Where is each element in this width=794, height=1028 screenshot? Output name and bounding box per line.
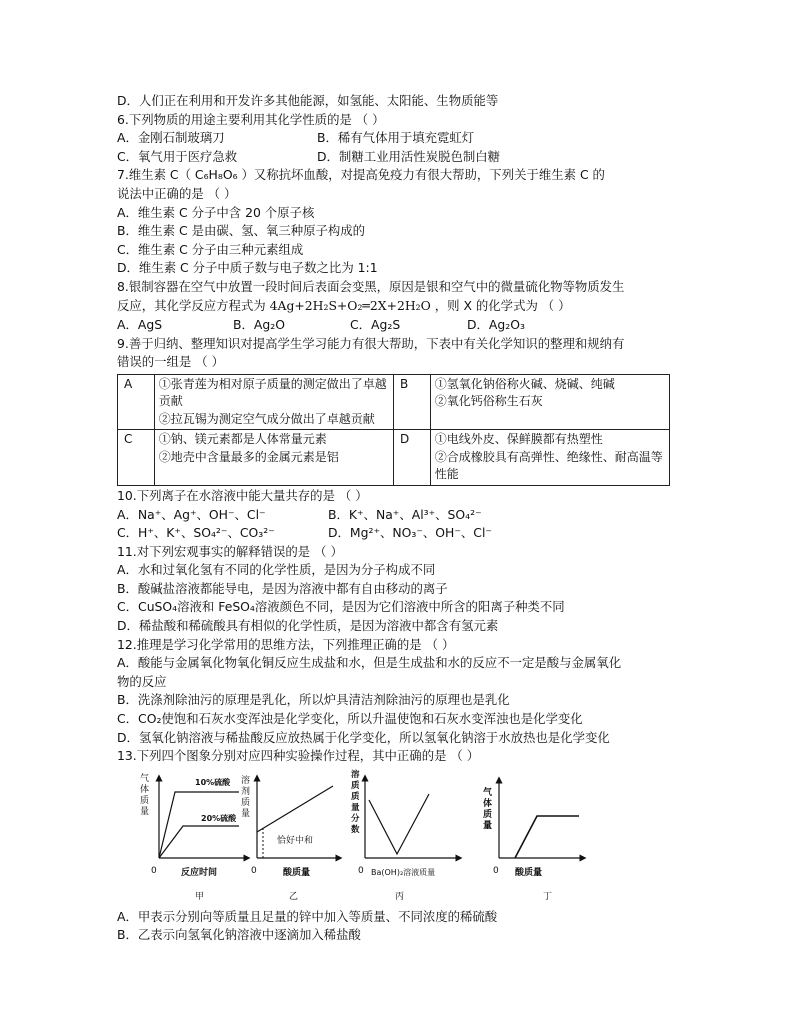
cell-b-item1: ①氢氧化钠俗称火碱、烧碱、纯碱 xyxy=(434,376,615,391)
cell-a-content xyxy=(154,374,393,430)
q8-equation: 4Ag+2H₂S+O₂═2X+2H₂O xyxy=(269,297,431,313)
cell-d-content xyxy=(430,430,669,486)
cell-a-item2: ②拉瓦锡为测定空气成分做出了卓越贡献 xyxy=(158,411,375,426)
q7-stem-line2: 说法中正确的是 （ ） xyxy=(117,185,237,201)
q7-option-b: B．维生素 C 是由碳、氢、氧三种原子构成的 xyxy=(117,223,366,239)
table-row xyxy=(118,374,670,430)
q8-option-c: C．Ag₂S xyxy=(350,317,401,333)
graph-jia-curve-top-label: 10%硫酸 xyxy=(195,777,231,787)
graph-jia-curve-bottom-label: 20%硫酸 xyxy=(201,813,237,823)
q6-option-a: A．金刚石制玻璃刀 xyxy=(117,130,225,146)
q9-knowledge-table xyxy=(117,374,670,486)
q7-option-c: C．维生素 C 分子由三种元素组成 xyxy=(117,241,304,257)
q11-stem: 11.对下列宏观事实的解释错误的是 （ ） xyxy=(117,543,343,559)
q7-option-d: D．维生素 C 分子中质子数与电子数之比为 1:1 xyxy=(117,260,378,276)
graph-ding-origin: 0 xyxy=(493,865,499,876)
graph-yi-ylabel: 溶 剂 质 量 xyxy=(241,775,251,819)
q6-option-c: C．氧气用于医疗急救 xyxy=(117,148,238,164)
cell-label-d: D xyxy=(393,430,430,486)
q8-stem-line1: 8.银制容器在空气中放置一段时间后表面会变黑，原因是银和空气中的微量硫化物等物质发生 xyxy=(117,278,625,294)
graph-yi-note: 恰好中和 xyxy=(277,835,314,846)
cell-label-c: C xyxy=(118,430,155,486)
q12-option-a-line2: 物的反应 xyxy=(117,673,167,689)
q10-option-b: B．K⁺、Na⁺、Al³⁺、SO₄²⁻ xyxy=(328,506,482,522)
cell-c-item1: ①钠、镁元素都是人体常量元素 xyxy=(158,432,327,447)
q7-stem-line1: 7.维生素 C（ C₆H₈O₆ ）又称抗坏血酸，对提高免疫力有很大帮助，下列关于维生素 C 的 xyxy=(117,167,605,183)
q6-options-row2 xyxy=(117,148,687,167)
q8-option-a: A．AgS xyxy=(117,317,163,333)
graph-yi-origin: 0 xyxy=(251,865,257,876)
q10-option-c: C．H⁺、K⁺、SO₄²⁻、CO₃²⁻ xyxy=(117,525,275,541)
graph-jia-ylabel: 气 体 质 量 xyxy=(140,773,150,817)
q6-option-b: B．稀有气体用于填充霓虹灯 xyxy=(317,130,475,146)
q12-option-a-line1: A．酸能与金属氧化物氧化铜反应生成盐和水，但是生成盐和水的反应不一定是酸与金属氧化 xyxy=(117,655,622,671)
q8-stem-text: 反应，其化学反应方程式为 xyxy=(117,297,270,313)
cell-b-item2: ②氧化钙俗称生石灰 xyxy=(434,394,543,409)
graph-ding-name: 丁 xyxy=(543,891,553,902)
q13-graphs xyxy=(117,770,687,908)
q8-stem-tail: ，则 X 的化学式为 （ ） xyxy=(430,297,571,313)
cell-c-content xyxy=(154,430,393,486)
q10-stem: 10.下列离子在水溶液中能大量共存的是 （ ） xyxy=(117,487,368,503)
graph-jia-name: 甲 xyxy=(195,891,205,902)
cell-label-a: A xyxy=(118,374,155,430)
exam-content xyxy=(117,92,687,945)
graph-jia-xlabel: 反应时间 xyxy=(181,867,218,878)
q11-option-b: B．酸碱盐溶液都能导电，是因为溶液中都有自由移动的离子 xyxy=(117,580,448,596)
q6-stem: 6.下列物质的用途主要利用其化学性质的是 （ ） xyxy=(117,111,385,127)
q8-option-b: B．Ag₂O xyxy=(233,317,285,333)
q12-option-b: B．洗涤剂除油污的原理是乳化，所以炉具清洁剂除油污的原理也是乳化 xyxy=(117,692,510,708)
q10-options-row2 xyxy=(117,524,687,543)
cell-d-item1: ①电线外皮、保鲜膜都有热塑性 xyxy=(434,432,603,447)
cell-b-content xyxy=(430,374,669,430)
cell-c-item2: ②地壳中含量最多的金属元素是铝 xyxy=(158,449,339,464)
q10-option-a: A．Na⁺、Ag⁺、OH⁻、Cl⁻ xyxy=(117,506,266,522)
q11-option-c: C．CuSO₄溶液和 FeSO₄溶液颜色不同，是因为它们溶液中所含的阳离子种类不同 xyxy=(117,599,565,615)
cell-label-b: B xyxy=(393,374,430,430)
cell-a-item1: ①张青莲为相对原子质量的测定做出了卓越贡献 xyxy=(158,376,387,409)
graph-ding-ylabel: 气 体 质 量 xyxy=(483,787,493,831)
q9-stem-line2: 错误的一组是 （ ） xyxy=(117,354,225,370)
q8-option-d: D．Ag₂O₃ xyxy=(467,317,525,333)
q6-options-row1 xyxy=(117,129,687,148)
graph-bing-origin: 0 xyxy=(358,865,364,876)
graph-bing xyxy=(345,770,465,906)
q12-option-d: D．氢氧化钠溶液与稀盐酸反应放热属于化学变化，所以氢氧化钠溶于水放热也是化学变化 xyxy=(117,729,610,745)
q11-option-d: D．稀盐酸和稀硫酸具有相似的化学性质，是因为溶液中都含有氢元素 xyxy=(117,618,499,634)
graph-ding xyxy=(471,770,591,906)
q5-option-d: D．人们正在利用和开发许多其他能源，如氢能、太阳能、生物质能等 xyxy=(117,93,499,108)
q8-options xyxy=(117,316,687,335)
graph-bing-name: 丙 xyxy=(395,891,405,902)
cell-d-item2: ②合成橡胶具有高弹性、绝缘性、耐高温等性能 xyxy=(434,449,663,482)
graph-jia-origin: 0 xyxy=(151,865,157,876)
graph-ding-xlabel: 酸质量 xyxy=(515,867,543,878)
q7-option-a: A．维生素 C 分子中含 20 个原子核 xyxy=(117,204,315,220)
q6-option-d: D．制糖工业用活性炭脱色制白糖 xyxy=(317,148,501,164)
q10-options-row1 xyxy=(117,506,687,525)
q9-stem-line1: 9.善于归纳、整理知识对提高学生学习能力有很大帮助，下表中有关化学知识的整理和规纳有 xyxy=(117,335,625,351)
q12-stem: 12.推理是学习化学常用的思维方法，下列推理正确的是 （ ） xyxy=(117,636,455,652)
q8-stem-line2 xyxy=(117,297,687,316)
graph-bing-svg xyxy=(345,770,465,906)
graph-yi-xlabel: 酸质量 xyxy=(283,867,311,878)
q10-option-d: D．Mg²⁺、NO₃⁻、OH⁻、Cl⁻ xyxy=(328,525,492,541)
table-row xyxy=(118,430,670,486)
q11-option-a: A．水和过氧化氢有不同的化学性质，是因为分子构成不同 xyxy=(117,562,436,578)
graph-bing-xlabel: Ba(OH)₂溶液质量 xyxy=(371,867,436,877)
graph-yi xyxy=(237,770,347,906)
q13-option-b: B．乙表示向氢氧化钠溶液中逐滴加入稀盐酸 xyxy=(117,927,361,943)
graph-bing-ylabel: 溶 质 质 量 分 数 xyxy=(351,769,360,835)
graph-yi-name: 乙 xyxy=(289,891,299,902)
q12-option-c: C．CO₂使饱和石灰水变浑浊是化学变化，所以升温使饱和石灰水变浑浊也是化学变化 xyxy=(117,711,583,727)
q13-stem: 13.下列四个图象分别对应四种实验操作过程，其中正确的是 （ ） xyxy=(117,748,480,764)
q13-option-a: A．甲表示分别向等质量且足量的锌中加入等质量、不同浓度的稀硫酸 xyxy=(117,908,498,924)
